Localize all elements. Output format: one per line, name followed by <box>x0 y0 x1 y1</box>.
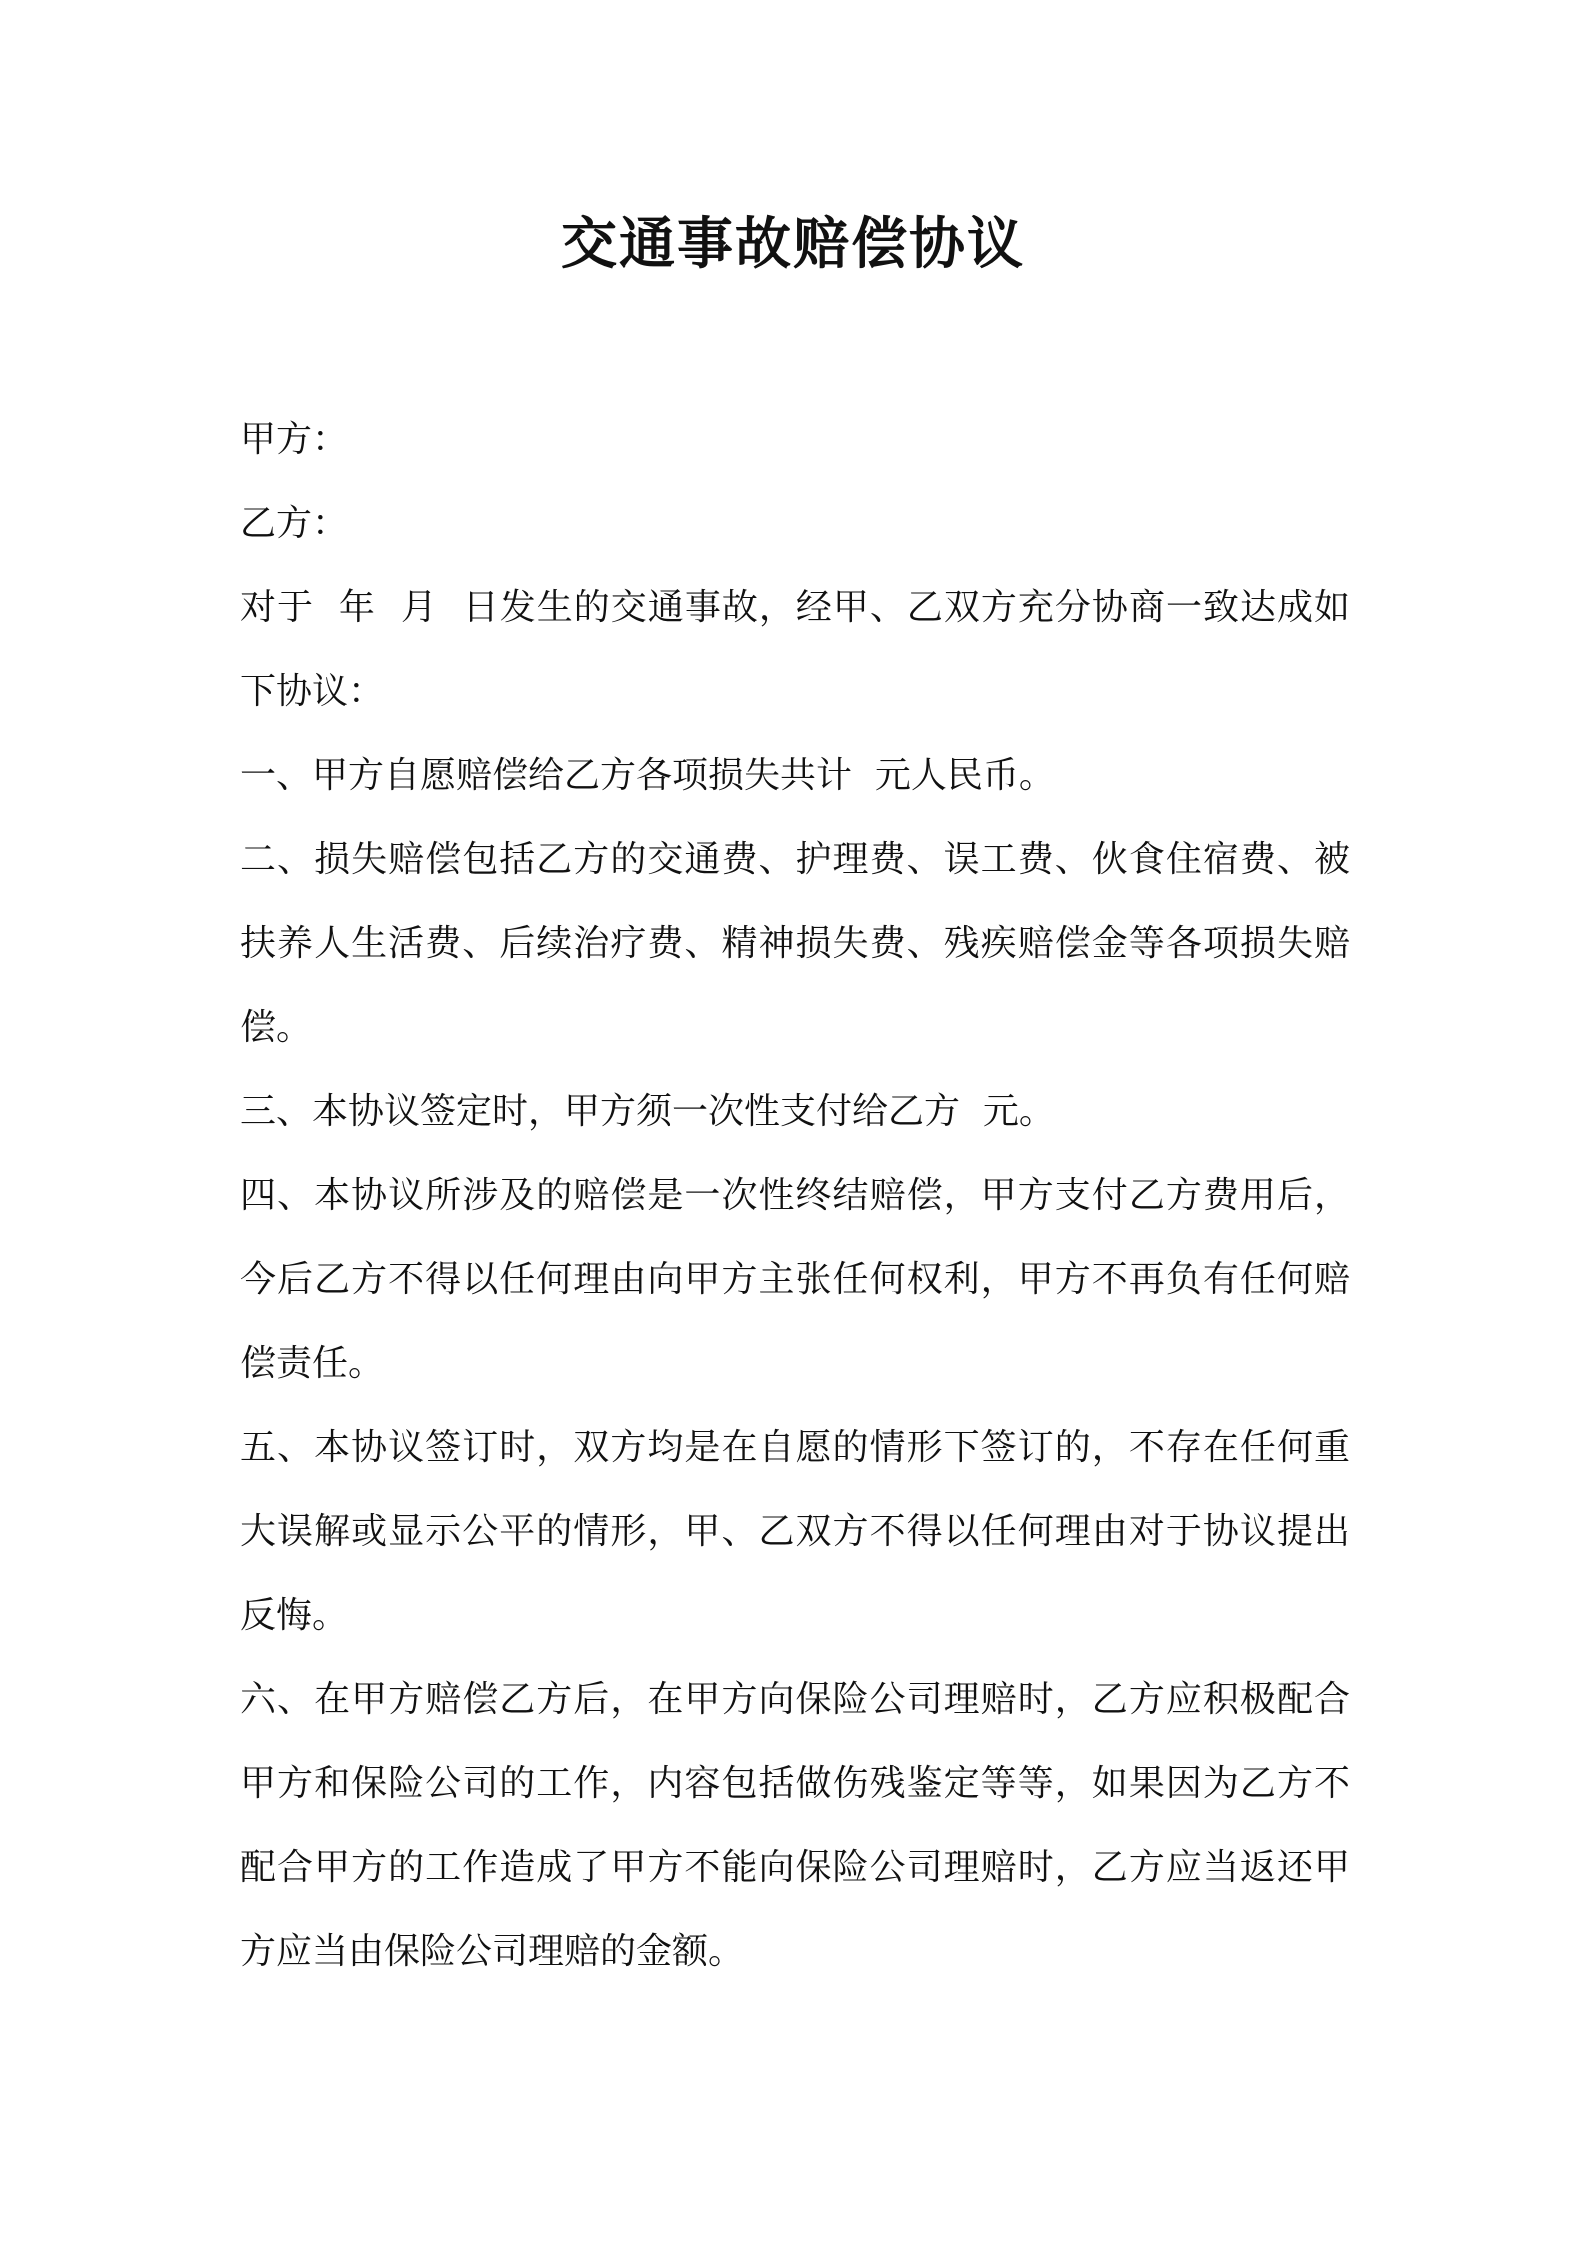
clause-1: 一、甲方自愿赔偿给乙方各项损失共计 元人民币。 <box>240 755 1055 796</box>
intro-paragraph: 对于 年 月 日发生的交通事故，经甲、乙双方充分协商一致达成如下协议： <box>240 587 1350 712</box>
clause-5: 五、本协议签订时，双方均是在自愿的情形下签订的，不存在任何重大误解或显示公平的情形，甲、乙双方不得以任何理由对于协议提出反悔。 <box>240 1427 1350 1636</box>
clause-6: 六、在甲方赔偿乙方后，在甲方向保险公司理赔时，乙方应积极配合甲方和保险公司的工作，内容包括做伤残鉴定等等，如果因为乙方不配合甲方的工作造成了甲方不能向保险公司理赔时，乙方应当返还甲方应当由保险公司理赔的金额。 <box>240 1679 1350 1972</box>
document-body <box>240 398 1350 1994</box>
clause-3: 三、本协议签定时，甲方须一次性支付给乙方 元。 <box>240 1091 1055 1132</box>
document-title: 交通事故赔偿协议 <box>561 212 1025 277</box>
clause-2: 二、损失赔偿包括乙方的交通费、护理费、误工费、伙食住宿费、被扶养人生活费、后续治疗费、精神损失费、残疾赔偿金等各项损失赔偿。 <box>240 839 1350 1048</box>
clause-4: 四、本协议所涉及的赔偿是一次性终结赔偿，甲方支付乙方费用后，今后乙方不得以任何理由向甲方主张任何权利，甲方不再负有任何赔偿责任。 <box>240 1175 1350 1384</box>
party-a-line: 甲方： <box>240 419 349 460</box>
party-b-line: 乙方： <box>240 503 349 544</box>
